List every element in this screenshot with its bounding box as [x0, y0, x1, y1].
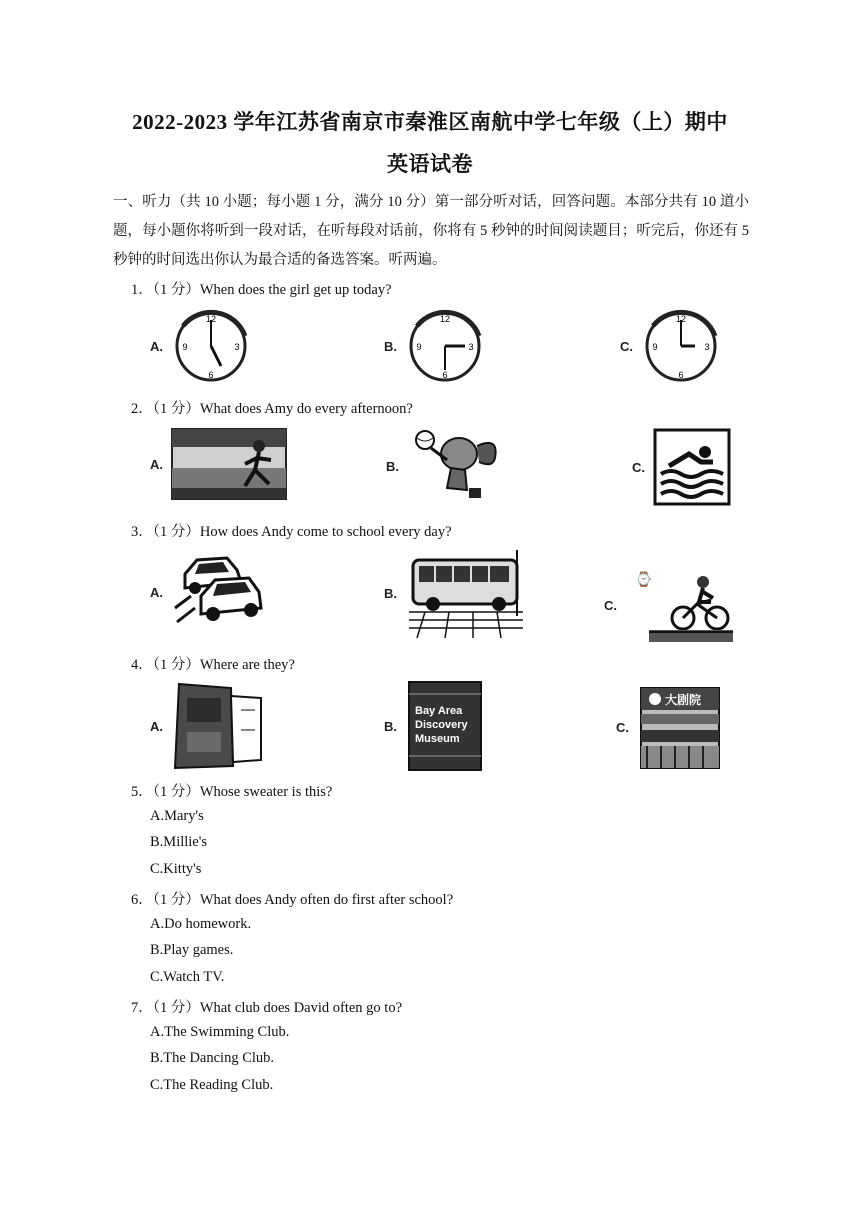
q3-option-c — [604, 568, 735, 642]
svg-text:9: 9 — [182, 342, 188, 352]
q1-option-b — [384, 306, 489, 386]
option-letter: C. — [632, 459, 645, 475]
question-6: 6．（1 分）What does Andy often do first after school? — [131, 892, 454, 908]
svg-text:12: 12 — [205, 314, 217, 324]
svg-text:6: 6 — [442, 370, 448, 380]
museum-sign — [405, 680, 485, 772]
theatre-sign: 大剧院 — [665, 693, 702, 707]
q3-option-a — [150, 552, 265, 632]
q5-option-c: C.Kitty's — [150, 861, 202, 877]
q4-option-b — [384, 680, 485, 772]
question-1: 1．（1 分）When does the girl get up today? — [131, 282, 392, 298]
question-2: 2．（1 分）What does Amy do every afternoon? — [131, 401, 413, 417]
section-instructions: 一、听力（共 10 小题；每小题 1 分，满分 10 分）第一部分听对话，回答问题。本部分共有 10 道小题，每小题你将听到一段对话，在听每段对话前，你将有 5 秒钟的时间阅读题目；听完后，你还有 5 秒钟的时间选出你认为最合适的备选答案。听两遍。 — [113, 194, 749, 268]
exam-title-line1: 2022-2023 学年江苏省南京市秦淮区南航中学七年级（上）期中 — [132, 110, 728, 134]
q5-option-b: B.Millie's — [150, 834, 207, 850]
option-letter: A. — [150, 338, 163, 354]
option-letter: A. — [150, 456, 163, 472]
svg-text:3: 3 — [704, 342, 710, 352]
q6-option-b: B.Play games. — [150, 942, 234, 958]
option-letter: C. — [604, 597, 617, 613]
clock-icon — [641, 306, 725, 386]
svg-text:9: 9 — [416, 342, 422, 352]
theatre-photo — [637, 684, 723, 770]
q6-option-a: A.Do homework. — [150, 916, 252, 932]
svg-text:9: 9 — [652, 342, 658, 352]
clock-icon — [405, 306, 489, 386]
option-letter: A. — [150, 584, 163, 600]
question-4: 4．（1 分）Where are they? — [131, 657, 295, 673]
question-7: 7．（1 分）What club does David often go to? — [131, 1000, 403, 1016]
option-letter: C. — [620, 338, 633, 354]
museum-sign-line2: Discovery — [415, 719, 468, 731]
volleyball-cartoon — [407, 428, 507, 504]
q2-option-c — [632, 428, 731, 506]
svg-text:6: 6 — [678, 370, 684, 380]
svg-text:6: 6 — [208, 370, 214, 380]
q4-option-a — [150, 680, 265, 772]
svg-text:3: 3 — [234, 342, 240, 352]
svg-text:12: 12 — [675, 314, 687, 324]
svg-text:3: 3 — [468, 342, 474, 352]
q7-option-b: B.The Dancing Club. — [150, 1050, 275, 1066]
q2-option-b — [386, 428, 507, 504]
option-letter: B. — [384, 718, 397, 734]
q2-option-a — [150, 428, 287, 500]
q3-option-b — [384, 546, 527, 640]
museum-sign-line3: Museum — [415, 733, 460, 745]
q7-option-a: A.The Swimming Club. — [150, 1024, 290, 1040]
question-3: 3．（1 分）How does Andy come to school every day? — [131, 524, 452, 540]
building-photo — [171, 680, 265, 772]
option-letter: A. — [150, 718, 163, 734]
exam-title-line2: 英语试卷 — [387, 152, 473, 176]
bike-picture — [625, 568, 735, 642]
svg-text:12: 12 — [439, 314, 451, 324]
option-letter: B. — [384, 585, 397, 601]
q4-option-c — [616, 684, 723, 770]
q1-option-a — [150, 306, 255, 386]
option-letter: B. — [384, 338, 397, 354]
bus-picture — [405, 546, 527, 640]
museum-sign-line1: Bay Area — [415, 705, 463, 717]
clock-icon — [171, 306, 255, 386]
cars-picture — [171, 552, 265, 632]
option-letter: B. — [386, 458, 399, 474]
swimming-sign-icon — [653, 428, 731, 506]
q5-option-a: A.Mary's — [150, 808, 204, 824]
q7-option-c: C.The Reading Club. — [150, 1077, 274, 1093]
q1-option-c — [620, 306, 725, 386]
running-photo — [171, 428, 287, 500]
option-letter: C. — [616, 719, 629, 735]
question-5: 5．（1 分）Whose sweater is this? — [131, 784, 333, 800]
q6-option-c: C.Watch TV. — [150, 969, 225, 985]
svg-text:⌚: ⌚ — [635, 571, 653, 587]
